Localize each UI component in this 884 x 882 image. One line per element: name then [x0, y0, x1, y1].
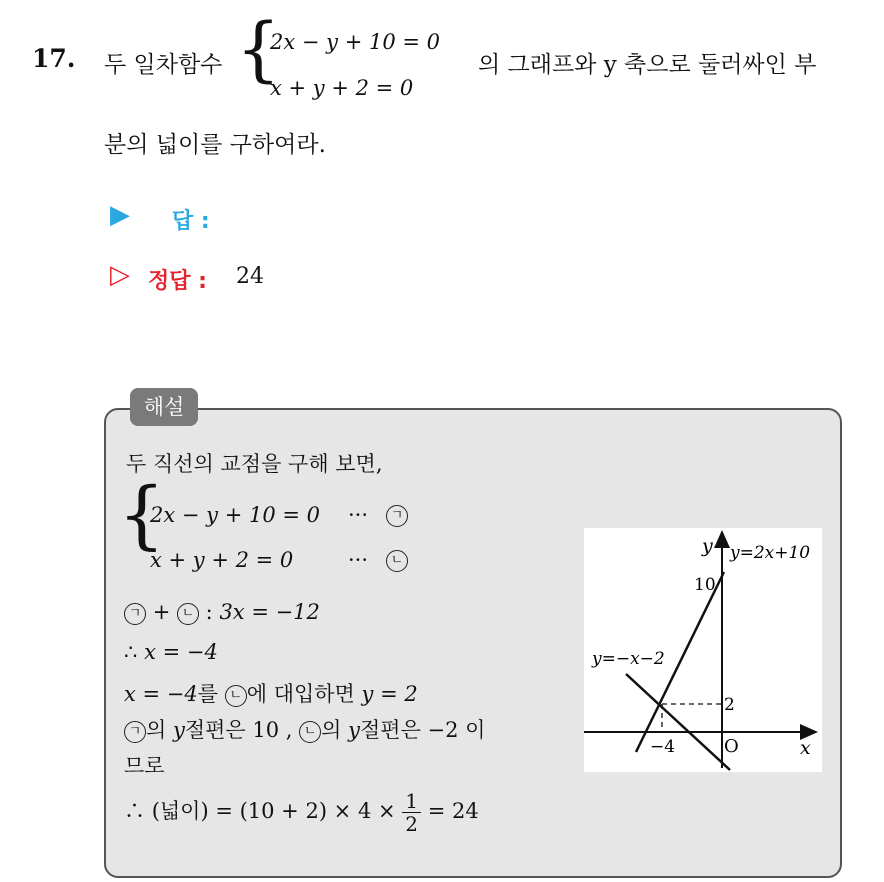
line-y-neg-x-minus-2: [626, 674, 730, 770]
solution-eq2-dots: ···: [348, 548, 369, 572]
system-brace: {: [236, 8, 281, 90]
solution-step1: ㄱ + ㄴ : 3x = −12: [124, 600, 320, 625]
graph-panel: [584, 528, 822, 772]
solution-eq1-mark: ㄱ: [386, 505, 408, 527]
answer-label: 답 :: [172, 209, 210, 234]
correct-arrow-icon: ▷: [110, 260, 130, 290]
solution-intro: 두 직선의 교점을 구해 보면,: [126, 452, 383, 476]
tick-y-2: 2: [724, 695, 735, 715]
y-axis-label: y: [702, 535, 713, 557]
tick-y-10: 10: [694, 575, 716, 595]
tick-x-minus-4: −4: [650, 737, 676, 757]
system-eq1: 2x − y + 10 = 0: [270, 30, 440, 54]
problem-text-after: 의 그래프와 y 축으로 둘러싸인 부: [478, 52, 817, 78]
solution-eq2: x + y + 2 = 0: [150, 548, 294, 572]
solution-step4: ㄱ 의 y절편은 10 , ㄴ 의 y절편은 −2 이: [124, 714, 485, 744]
graph-svg: [584, 528, 822, 772]
correct-answer-label: 정답 :: [148, 269, 207, 294]
line1-label: y=2x+10: [730, 543, 811, 563]
system-eq2: x + y + 2 = 0: [270, 76, 414, 100]
x-axis-label: x: [800, 737, 811, 759]
correct-answer-value: 24: [236, 264, 264, 289]
problem-number: 17.: [32, 44, 76, 73]
fraction-one-half: $\frac{1}{2}$: [402, 790, 421, 835]
answer-arrow-icon: ▶: [110, 200, 130, 230]
solution-step2: ∴ x = −4: [124, 640, 218, 664]
solution-step3: x = −4를 ㄴ 에 대입하면 y = 2: [124, 682, 418, 706]
solution-eq1-dots: ···: [348, 503, 369, 527]
solution-system-brace: {: [118, 472, 166, 558]
problem-text-before: 두 일차함수: [104, 52, 223, 78]
solution-tag: 해설: [130, 388, 198, 426]
origin-label: O: [724, 736, 739, 757]
solution-eq1: 2x − y + 10 = 0: [150, 503, 320, 527]
line2-label: y=−x−2: [592, 649, 665, 669]
problem-text-line2: 분의 넓이를 구하여라.: [104, 132, 326, 158]
solution-area: ∴ (넓이) = (10 + 2) × 4 × $\frac{1}{2}$ = 24: [124, 789, 479, 836]
solution-eq2-mark: ㄴ: [386, 550, 408, 572]
solution-step4-cont: 므로: [124, 754, 165, 778]
